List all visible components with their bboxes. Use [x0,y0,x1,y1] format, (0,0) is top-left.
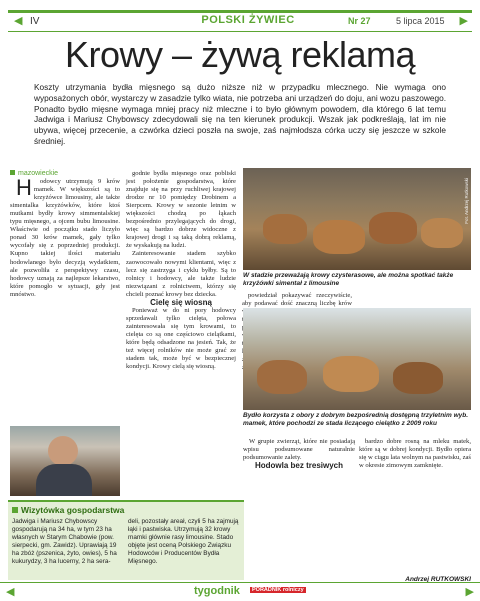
issue-number: Nr 27 [348,16,371,26]
publication-badge: PORADNIK rolniczy [252,587,304,593]
headline: Krowy – żywą reklamą [64,34,416,75]
column-4 [243,438,355,470]
lead-paragraph: Koszty utrzymania bydła mięsnego są dużo niższe niż w przypadku mlecznego. Nie wymaga ono wyposażonych obór, wystarczy w zasadzie tylko wiata, nie potrzeba ani urządzeń do doju, ani wozu paszowego. Ponadto bydło mięsne wymaga mniej pracy niż mleczne i to było głównym powodem, dla którego 6 lat temu Jadwiga i Mariusz Chybowscy zdecydowali się na ten kierunek produkcji. Wszak jak podkreślają, lat im nie ubywa, więcej przecenie, a czwórka dzieci poszła na swoje, zaś najmłodsza córka uczy się jeszcze w szkole średniej. [34,82,446,146]
subhead-breeding: Hodowla bez tresiwych [254,461,344,471]
drop-cap: H [16,175,32,201]
photo-cattle-herd [243,168,471,270]
section-title: POLSKI ŻYWIEC [201,14,295,26]
cow-shape [393,362,443,394]
page-header [8,10,472,32]
farm-profile-box [8,500,244,580]
page-footer [0,582,480,601]
arrow-right-icon: ▶ [459,15,468,27]
cow-shape [257,360,307,394]
body-paragraph: W grupie zwierząt, które nie posiadają wpisu podsumowane naturalnie podsumowanie zalety. [243,438,355,462]
square-icon [10,170,15,175]
page-number: IV [30,16,40,27]
column-5 [359,438,471,470]
cow-shape [313,220,365,254]
subhead-spring: Cielę się wiosną [150,297,212,307]
cow-shape [421,218,463,248]
photo-caption: Bydło korzysta z obory z dobrym bezpośrednią dostępną trzyletnim wyb. mamek, które pochodzi ze stada liczącego cielątko z 2009 roku [243,412,469,427]
box-text: Jadwiga i Mariusz Chybowscy gospodarują na 34 ha, w tym 23 ha własnych w Starym Chabowie (pow. sierpecki, gm. Zawidz). Uprawiają 19 ha zbóż (pszenica, żyto, owies), 5 ha kukurydzy, 3 ha lucerny, 2 ha sera- [12,518,117,565]
body-paragraph: powiedział pokazywać rzeczywiście, aby podawać dość znaczną liczbę krów [242,292,352,308]
column-1 [10,170,120,299]
body-paragraph: Ponieważ w do ni pory hodowcy sprzedawali tylko cielęta, połowa zainteresowała się tym krowami, to cielęta co są one częściowo cielątkami, które będą odsadzone na jesień. Tak, że też więcej rolników nie może grać ze stadem tak, może być w bezpiecznej kondycji. Krowy cielą się wiosną. [126,306,236,371]
issue-date: 5 lipca 2015 [396,16,445,26]
photo-caption: W stadzie przeważają krowy czysterasowe, ale można spotkać także krzyżówki simentał z limousine [243,272,454,287]
arrow-left-icon: ◀ [6,586,15,598]
column-2 [126,170,236,371]
cow-shape [369,212,417,244]
body-paragraph: Zainteresowanie stadem szybko zaowocowało nowymi klientami, więc z lecz się zastrzyga i cyklu byłby. Są to rolnicy i hodowcy, ale także ludzie niezwiązani z rolnictwem, którzy się chcieli poznać krowy bez dziecka. [126,250,236,298]
author-byline: Andrzej RUTKOWSKI [405,576,471,583]
source-label: mazowieckie [10,170,120,178]
photo-farmer [10,426,120,496]
cow-shape [323,356,379,392]
arrow-right-icon: ▶ [465,586,474,598]
photo-credit: Fot. Andrzej Rutkowski [464,178,469,224]
farmer-body [36,464,92,496]
body-paragraph: H odowcy utrzymują 9 krów mamek. W większości są to krzyżówce limousiny, ale także simentalka krzyżówków, które ktoś mutkami bydły krowy simmentalskiej typu mięsnego, a ojcem bubu limousine. Właściwie od początku stado liczyło ponad 30 krów mamek, gały tylko wycofały się z poprzedniej produkcji. Kupno takiej ilości materiału hodowlanego było decyzją wydatkiem, ale pozwoliła z perspektywy czasu, hodowcy uznają za najlepsze lekarstwo, które pomogło w sytuacji, gdy jest mnóstwo. [10,175,120,298]
square-icon [12,507,18,513]
body-paragraph: godnie bydła mięsnego oraz pobliski jest położenie gospodarstwa, które znajduje się na przy ruchliwej krajowej drodze nr 10 pomiędzy Drobinem a Sierpcem. Krowy w sezonie letnim w większości chodzą po łąkach bezpośrednio przylegających do drogi, więc są bardzo dobrze widoczne z krajowej drogi i są taką dobrą reklamą, że wyskakują na ludzi. [126,170,236,250]
box-title: Wizytówka gospodarstwa [12,505,124,515]
publication-logo: tygodnik [194,585,240,597]
box-text: deli, pozostały areał, czyli 5 ha zajmują łąki i pastwiska. Utrzymują 32 krowy mamki głównie rasy limousine. Stado objęte jest oceną Polskiego Związku Hodowców i Producentów Bydła Mięsnego. [128,518,239,565]
arrow-left-icon: ◀ [14,15,23,27]
photo-cattle-barn [243,308,471,410]
body-paragraph: bardzo dobre rosną na mleku matek, które są w dobrej kondycji. Bydło opiera się w ciągu lata wolnym na pastwisku, zaś w okresie zimowym zamknięte. [359,438,471,470]
farmer-head [48,436,78,466]
cow-shape [263,214,307,244]
